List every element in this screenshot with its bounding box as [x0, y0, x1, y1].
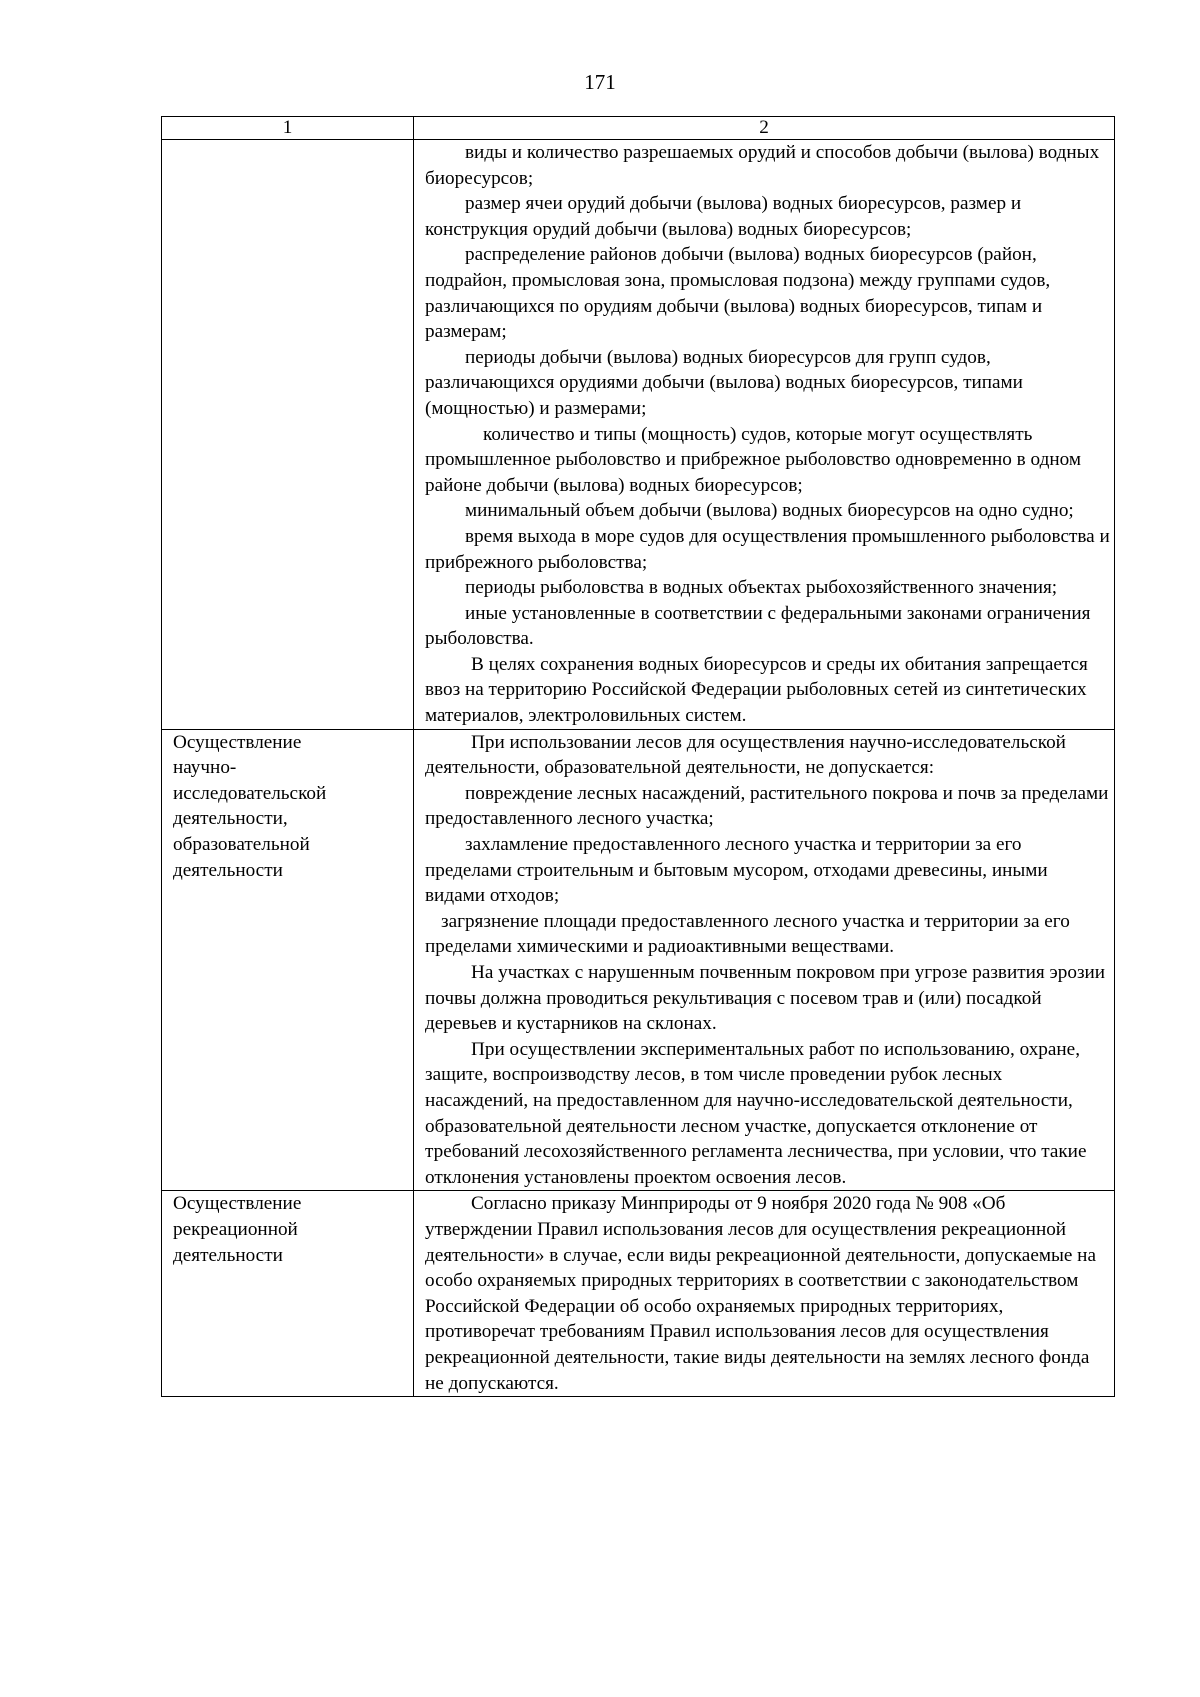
requirement-paragraph: виды и количество разрешаемых орудий и способов добычи (вылова) водных биоресурсов; [425, 142, 1100, 189]
table-row [162, 140, 1115, 730]
requirement-paragraph: иные установленные в соответствии с федеральными законами ограничения рыболовства. [425, 602, 1091, 650]
activity-name-cell [162, 729, 414, 1191]
requirement-paragraph: повреждение лесных насаждений, растительного покрова и почв за пределами предоставленного лесного участка; [425, 782, 1109, 830]
requirement-paragraph: количество и типы (мощность) судов, которые могут осуществлять промышленное рыболовство и прибрежное рыболовство одновременно в одном районе добычи (вылова) водных биоресурсов; [425, 423, 1081, 496]
activity-name-line: Осуществление [173, 1193, 302, 1215]
activity-name-line: научно- [173, 757, 237, 779]
table-row [162, 729, 1115, 1191]
regulation-table [161, 116, 1115, 1397]
activity-name-line: деятельности, [173, 808, 288, 830]
requirements-cell [414, 140, 1115, 730]
requirement-paragraph: периоды добычи (вылова) водных биоресурсов для групп судов, различающихся орудиями добычи (вылова) водных биоресурсов, типами (мощностью) и размерами; [425, 346, 1023, 419]
requirement-paragraph: Согласно приказу Минприроды от 9 ноября 2020 года № 908 «Об утверждении Правил использования лесов для осуществления рекреационной деятельности» в случае, если виды рекреационной деятельности, допускаемые на особо охраняемых природных территориях в соответствии с законодательством Российской Федерации об особо охраняемых природных территориях, противоречат требованиям Правил использования лесов для осуществления рекреационной деятельности, такие виды деятельности на землях лесного фонда не допускаются. [425, 1193, 1096, 1394]
activity-name-line: Осуществление [173, 731, 302, 753]
requirement-paragraph: При осуществлении экспериментальных работ по использованию, охране, защите, воспроизводству лесов, в том числе проведении рубок лесных насаждений, на предоставленном для научно-исследовательской деятельности, образовательной деятельности лесном участке, допускается отклонение от требований лесохозяйственного регламента лесничества, при условии, что такие отклонения установлены проектом освоения лесов. [425, 1038, 1087, 1188]
page-number: 171 [584, 70, 616, 94]
requirements-cell [414, 1191, 1115, 1397]
column-header-1: 1 [162, 117, 414, 140]
requirement-paragraph: захламление предоставленного лесного участка и территории за его пределами строительным и бытовым мусором, отходами древесины, иными видами отходов; [425, 834, 1048, 907]
activity-name-line: рекреационной [173, 1218, 298, 1240]
requirement-paragraph: При использовании лесов для осуществления научно-исследовательской деятельности, образовательной деятельности, не допускается: [425, 731, 1066, 779]
requirement-paragraph: загрязнение площади предоставленного лесного участка и территории за его пределами химическими и радиоактивными веществами. [425, 910, 1070, 958]
requirements-cell [414, 729, 1115, 1191]
requirement-paragraph: периоды рыболовства в водных объектах рыбохозяйственного значения; [465, 577, 1058, 599]
activity-name-line: исследовательской [173, 782, 327, 804]
requirement-paragraph: На участках с нарушенным почвенным покровом при угрозе развития эрозии почвы должна проводиться рекультивация с посевом трав и (или) посадкой деревьев и кустарников на склонах. [425, 962, 1106, 1035]
requirement-paragraph: размер ячеи орудий добычи (вылова) водных биоресурсов, размер и конструкция орудий добычи (вылова) водных биоресурсов; [425, 193, 1022, 240]
requirement-paragraph: распределение районов добычи (вылова) водных биоресурсов (район, подрайон, промысловая зона, промысловая подзона) между группами судов, различающихся по орудиям добычи (вылова) водных биоресурсов, типам и размерам; [425, 244, 1051, 343]
table-header-row [162, 117, 1115, 140]
column-header-2: 2 [414, 117, 1115, 140]
activity-name-line: образовательной [173, 834, 310, 856]
requirement-paragraph: минимальный объем добычи (вылова) водных биоресурсов на одно судно; [465, 500, 1074, 522]
requirement-paragraph: время выхода в море судов для осуществления промышленного рыболовства и прибрежного рыболовства; [425, 525, 1110, 573]
requirement-paragraph: В целях сохранения водных биоресурсов и среды их обитания запрещается ввоз на территорию Российской Федерации рыболовных сетей из синтетических материалов, электроловильных систем. [425, 653, 1088, 727]
activity-name-line: деятельности [173, 1244, 283, 1266]
activity-name-cell [162, 140, 414, 730]
activity-name-cell [162, 1191, 414, 1397]
table-row [162, 1191, 1115, 1397]
activity-name-line: деятельности [173, 859, 283, 881]
